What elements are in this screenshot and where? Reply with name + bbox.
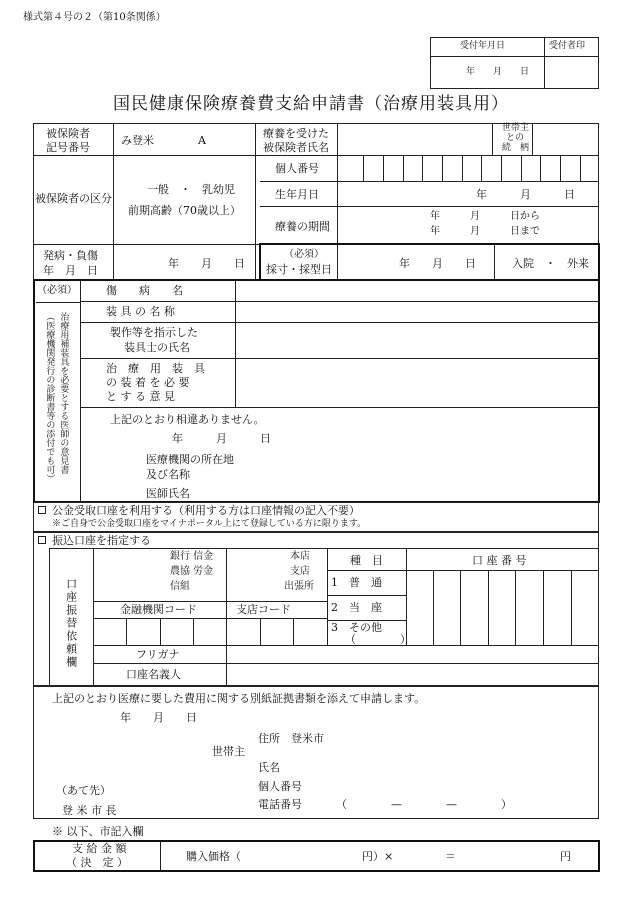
- facility-label-1: 医療機関の所在地: [146, 453, 234, 466]
- form-number: 様式第４号の２（第10条関係）: [23, 12, 166, 23]
- inst-types-1: 銀行 信金: [170, 551, 214, 562]
- onset-value: 年 月 日: [168, 257, 245, 270]
- branch-code-label: 支店コード: [236, 603, 291, 616]
- birthdate-value: 年 月 日: [476, 188, 575, 201]
- relation-label-2: との: [506, 133, 525, 143]
- account-type-2: 2 当 座: [331, 601, 382, 614]
- mayor-label: 登 米 市 長: [62, 804, 117, 817]
- receipt-stamp-label: 受付者印: [549, 41, 586, 51]
- insured-number-value: み登米 A: [121, 134, 206, 147]
- facility-label-2: 及び名称: [146, 468, 190, 481]
- maker-label-1: 製作等を指示した: [110, 326, 198, 339]
- doctor-name-label: 医師氏名: [146, 487, 190, 500]
- page-title: 国民健康保険療養費支給申請書（治療用装具用）: [113, 94, 509, 114]
- public-account-option: 公金受取口座を利用する（利用する方は口座情報の記入不要）: [52, 504, 360, 517]
- name-label: 氏名: [258, 761, 280, 774]
- equals-sign: ＝: [445, 850, 456, 863]
- account-type-1: 1 普 通: [331, 576, 382, 589]
- phone-format: （ — — ）: [336, 798, 512, 811]
- period-from: 年 月 日から: [430, 211, 540, 222]
- application-date: 年 月 日: [120, 711, 197, 724]
- amount-label-1: 支 給 金 額: [72, 842, 127, 855]
- patient-label-1: 療養を受けた: [263, 127, 329, 140]
- inpatient-outpatient: 入院 ・ 外来: [512, 257, 589, 270]
- account-type-3b: （ ）: [345, 633, 411, 646]
- certify-text: 上記のとおり相違ありません。: [110, 413, 265, 426]
- onset-label-1: 発病・負傷: [43, 249, 98, 262]
- relation-label-3: 続 柄: [502, 143, 530, 153]
- relation-label-1: 世帯主: [502, 123, 530, 133]
- public-account-checkbox[interactable]: [38, 506, 46, 514]
- category-options-2: 前期高齢（70歳以上）: [128, 204, 241, 217]
- period-label: 療養の期間: [275, 220, 330, 233]
- inst-code-label: 金融機関コード: [120, 603, 197, 616]
- bank-table: [49, 548, 599, 686]
- category-options-1: 一般 ・ 乳幼児: [147, 183, 235, 196]
- amount-label-2: （ 決 定 ）: [66, 856, 128, 869]
- personal-number-label: 個人番号: [275, 162, 319, 175]
- householder-label: 世帯主: [212, 745, 245, 758]
- branch-types-2: 支店: [290, 566, 310, 577]
- phone-label: 電話番号: [258, 798, 302, 811]
- measure-value: 年 月 日: [399, 257, 476, 270]
- branch-types-3: 出張所: [284, 581, 314, 592]
- public-account-note: ※ご自身で公金受取口座をマイナポータル上にて登録している方に限ります。: [52, 519, 367, 529]
- application-section: [33, 686, 599, 819]
- certify-date: 年 月 日: [172, 432, 271, 445]
- patient-label-2: 被保険者氏名: [263, 141, 329, 154]
- doctor-side-sub: （医療機関発行の診断書等の添付でも可）: [44, 312, 55, 483]
- branch-types-1: 本店: [290, 551, 310, 562]
- opinion-label-1: 治 療 用 装 具: [106, 362, 205, 375]
- opinion-label-2: の 装 着 を 必 要: [106, 376, 190, 389]
- injury-label: 傷 病 名: [106, 284, 183, 297]
- furigana-label: フリガナ: [136, 648, 180, 661]
- address-label: 住所 登米市: [258, 732, 324, 745]
- account-type-header: 種 目: [350, 554, 383, 567]
- application-statement: 上記のとおり医療に要した費用に関する別紙証拠書類を添えて申請します。: [52, 692, 426, 705]
- price-label: 購入価格（: [186, 850, 241, 863]
- bank-side-label: 口座振替依頼欄: [64, 578, 78, 669]
- bank-account-checkbox[interactable]: [38, 536, 46, 544]
- opinion-label-3: と す る 意 見: [106, 390, 175, 403]
- doctor-side-main: 治療用補装具を必要とする医師の意見書: [58, 312, 69, 474]
- bank-account-option: 振込口座を指定する: [52, 534, 151, 547]
- insured-number-label-2: 記号番号: [46, 141, 90, 154]
- office-section-label: ※ 以下、市記入欄: [52, 825, 144, 838]
- birthdate-label: 生年月日: [275, 188, 319, 201]
- measure-required: （必須）: [284, 249, 324, 260]
- category-label: 被保険者の区分: [35, 192, 112, 205]
- doctor-required: （必須）: [37, 285, 77, 296]
- onset-label-2: 年 月 日: [43, 264, 98, 277]
- measure-label: 採寸・採型日: [266, 263, 332, 276]
- inst-types-2: 農協 労金: [170, 566, 214, 577]
- receipt-date-label: 受付年月日: [460, 41, 506, 51]
- holder-label: 口座名義人: [126, 668, 181, 681]
- account-type-3a: 3 その他: [331, 621, 382, 634]
- period-to: 年 月 日まで: [430, 226, 540, 237]
- insured-number-label-1: 被保険者: [46, 127, 90, 140]
- addressee-label: （あて先）: [56, 784, 111, 797]
- yen-label: 円: [560, 850, 571, 863]
- device-label: 装 具 の 名 称: [106, 305, 175, 318]
- account-number-header: 口 座 番 号: [472, 554, 527, 567]
- inst-types-3: 信組: [170, 581, 190, 592]
- maker-label-2: 装具士の氏名: [124, 341, 190, 354]
- receipt-date-value: 年 月 日: [466, 67, 530, 77]
- personal-number-label-2: 個人番号: [258, 780, 302, 793]
- price-unit: 円）×: [362, 850, 394, 863]
